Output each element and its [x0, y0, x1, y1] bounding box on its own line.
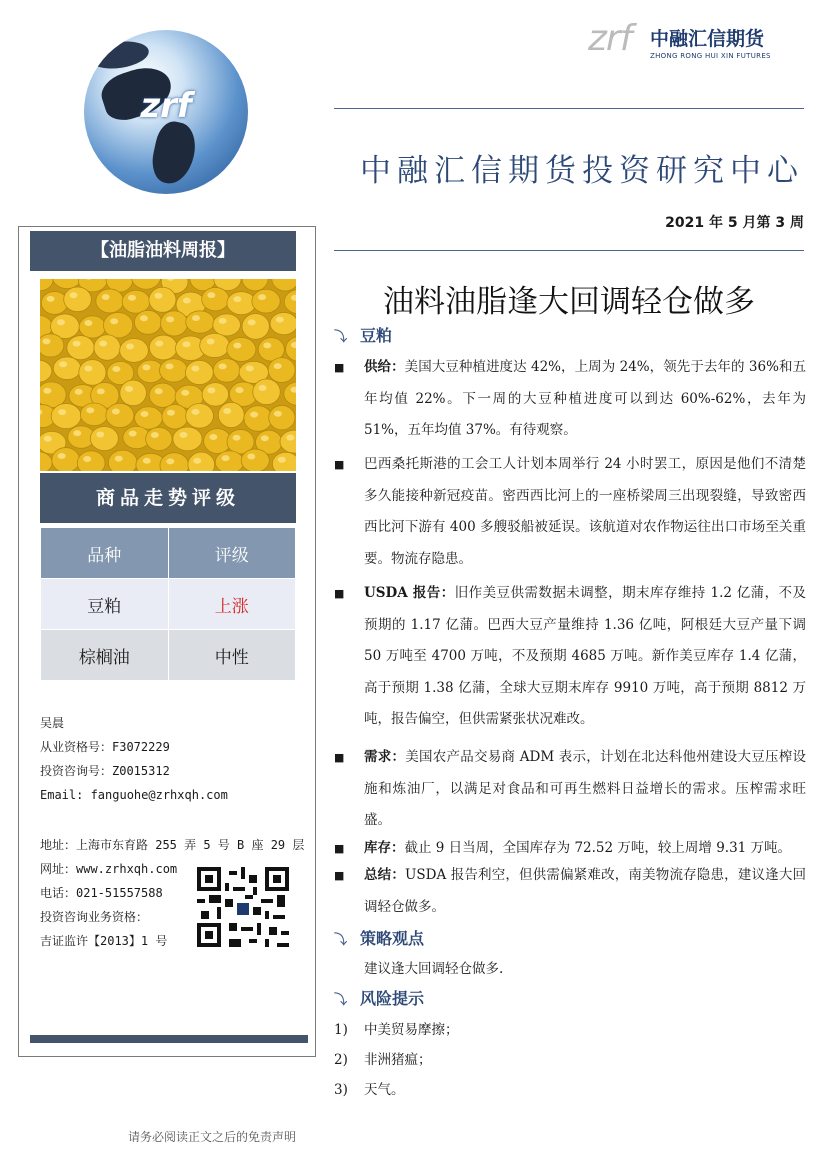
section-label: 风险提示 [360, 989, 425, 1008]
paragraph-text: USDA 报告利空，但供需偏紧难改，南美物流存隐患，建议逢大回调轻仓做多。 [364, 867, 807, 915]
risk-number: 1) [334, 1022, 348, 1038]
globe-landmass [148, 119, 200, 188]
section-arrow-icon: ⤵ [334, 330, 348, 345]
bullet-icon: ■ [334, 458, 345, 471]
globe-logo [84, 30, 248, 194]
globe-landmass [87, 38, 150, 72]
company-website[interactable]: 网址：www.zrhxqh.com [40, 862, 178, 876]
header-rule [334, 250, 804, 251]
paragraph [334, 860, 806, 923]
license-number: 吉证监许【2013】1 号 [40, 934, 168, 948]
rating-header-variety: 品种 [41, 528, 169, 579]
rating-row [41, 630, 296, 681]
paragraph-label: 需求： [364, 749, 406, 765]
rating-title: 商品走势评级 [40, 473, 296, 523]
brand-name-en: ZHONG RONG HUI XIN FUTURES [650, 52, 771, 60]
license-label: 投资咨询业务资格： [40, 910, 149, 924]
rating-table [40, 527, 296, 681]
paragraph [334, 742, 806, 837]
strategy-text: 建议逢大回调轻仓做多. [364, 961, 504, 977]
qr-code-icon [197, 867, 289, 947]
rating-value: 中性 [168, 630, 296, 681]
research-center-title: 中融汇信期货投资研究中心 [360, 153, 804, 189]
sidebar [18, 226, 316, 1057]
section-arrow-icon: ⤵ [334, 933, 348, 948]
company-phone: 电话：021-51557588 [40, 886, 163, 900]
report-week: 2021 年 5 月第 3 周 [665, 215, 804, 231]
paragraph-text: 旧作美豆供需数据未调整，期末库存维持 1.2 亿蒲，不及预期的 1.17 亿蒲。巴西大豆产量维持 1.36 亿吨，阿根廷大豆产量下调 50 万吨至 4700 万吨，不及预期 4685 万吨。新作美豆库存 1.4 亿蒲，高于预期 1.38 亿蒲，全球大豆期末库存 9910 万吨，高于预期 8812 万吨，报告偏空，但供需紧张状况难改。 [364, 585, 806, 727]
bullet-icon: ■ [334, 869, 345, 882]
section-label: 策略观点 [360, 929, 425, 948]
sidebar-bottom-bar [30, 1035, 308, 1043]
rating-row [41, 579, 296, 630]
brand-mark: zrf [588, 18, 632, 59]
rating-value: 上涨 [168, 579, 296, 630]
paragraph-text: 美国农产品交易商 ADM 表示，计划在北达科他州建设大豆压榨设施和炼油厂，以满足对食品和可再生燃料日益增长的需求。压榨需求旺盛。 [364, 749, 807, 828]
risk-text: 非洲猪瘟； [364, 1052, 432, 1068]
risk-number: 3) [334, 1082, 348, 1098]
section-label: 豆粕 [360, 326, 393, 345]
risk-item [334, 1048, 432, 1068]
risk-item [334, 1018, 459, 1038]
bullet-icon: ■ [334, 587, 345, 600]
risk-text: 天气。 [364, 1082, 405, 1098]
section-strategy [334, 926, 424, 949]
paragraph-text: 美国大豆种植进度达 42%，上周为 24%，领先于去年的 36%和五年均值 22%。下一周的大豆种植进度可以到达 60%-62%，去年为 51%，五年均值 37%。有待观察。 [364, 359, 806, 438]
brand-name: 中融汇信期货 [650, 28, 765, 50]
soybean-photo [40, 279, 296, 471]
globe-mark: zrf [140, 86, 192, 126]
risk-item [334, 1078, 405, 1098]
report-title: 油料油脂逢大回调轻仓做多 [383, 284, 755, 320]
bullet-icon: ■ [334, 842, 345, 855]
paragraph-label: 供给： [364, 359, 405, 375]
section-risk [334, 986, 424, 1009]
analyst-qualification: 从业资格号：F3072229 [40, 740, 170, 754]
analyst-consult-number: 投资咨询号：Z0015312 [40, 764, 170, 778]
analyst-email[interactable]: Email: fanguohe@zrhxqh.com [40, 788, 228, 802]
paragraph-label: USDA 报告： [364, 585, 455, 601]
paragraph-label: 库存： [364, 840, 405, 856]
brand-logo [588, 18, 778, 68]
paragraph [334, 449, 806, 575]
paragraph-text: 巴西桑托斯港的工会工人计划本周举行 24 小时罢工，原因是他们不清楚多久能接种新冠疫苗。密西西比河上的一座桥梁周三出现裂缝，导致密西西比河下游有 400 多艘驳船被延误。该航道对农作物运往出口市场至关重要。物流存隐患。 [364, 456, 806, 567]
rating-variety: 棕榈油 [41, 630, 169, 681]
bullet-icon: ■ [334, 751, 345, 764]
analyst-info [40, 711, 228, 807]
section-arrow-icon: ⤵ [334, 993, 348, 1008]
rating-table-header [41, 528, 296, 579]
paragraph-text: 截止 9 日当周，全国库存为 72.52 万吨，较上周增 9.31 万吨。 [404, 840, 792, 856]
rating-header-rating: 评级 [168, 528, 296, 579]
paragraph [334, 578, 806, 736]
bullet-icon: ■ [334, 361, 345, 374]
disclaimer-note: 请务必阅读正文之后的免责声明 [128, 1130, 297, 1144]
header-rule [334, 108, 804, 109]
section-soymeal [334, 323, 392, 346]
analyst-name: 吴晨 [40, 716, 65, 730]
risk-text: 中美贸易摩擦； [364, 1022, 459, 1038]
rating-variety: 豆粕 [41, 579, 169, 630]
paragraph [334, 352, 806, 447]
company-address: 地址：上海市东育路 255 弄 5 号 B 座 29 层 [40, 838, 305, 852]
paragraph-label: 总结： [364, 867, 406, 883]
report-type-banner: 【油脂油料周报】 [30, 231, 296, 271]
risk-number: 2) [334, 1052, 348, 1068]
